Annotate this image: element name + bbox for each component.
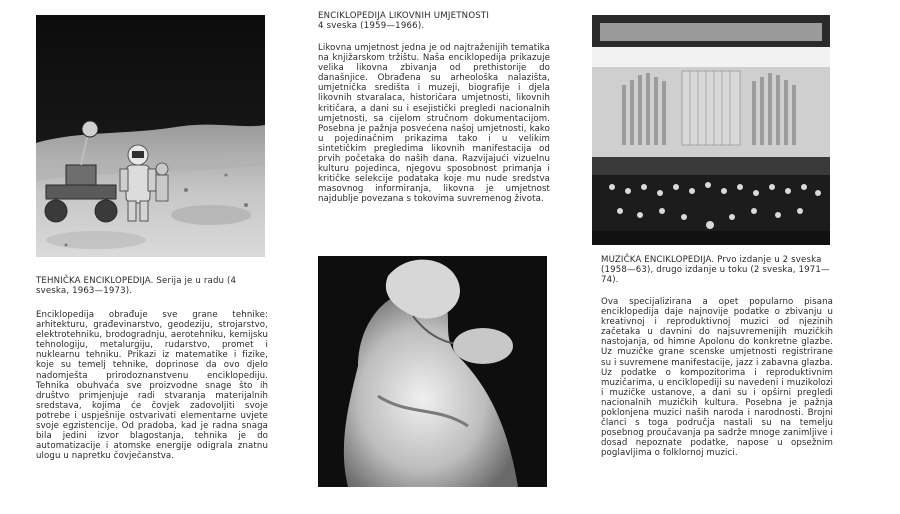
left-body-text: Enciklopedija obrađuje sve grane tehnike: arhitekturu, građevinarstvo, geodeziju, strojarstvo, elektrotehniku, brodogradnju, aerotehniku, kemijsku tehnologiju, metalurgiju, rudarstvo, promet i nuklearnu tehniku. Prikazi iz matematike i fizike, koje su temelj tehnike, doprinose da ovo djelo nadomješta prirodoznanstvenu enciklopediju. Tehnika obuhvaća sve proizvodne snage što ih društvo primjenjuje radi stvaranja materijalnih sredstava, kojima će čovjek zadovoljiti svoje potrebe i uspješnije ostvarivati elementarne uvjete svoje egzistencije. Od pradoba, kad je radna snaga bila jedini izvor blagostanja, tehnika je do automatizacije i atomske energije odigrala znatnu ulogu u napretku čovječanstva. — [36, 310, 268, 462]
right-body-text: Ova specijalizirana a opet popularno pisana enciklopedija daje najnovije podatke o zbivanju u kreativnoj i reproduktivnoj muzici od njezinih začetaka u davnini do najsuvremenijih muzičkih nastojanja, od himne Apolonu do konkretne glazbe. Uz muzičke grane scenske umjetnosti registrirane su i suvremene manifestacije, jazz i zabavna glazba. Uz podatke o kompozitorima i reproduktivnim muzičarima, u enciklopediji su navedeni i muzikolozi i muzičke ustanove, a dani su i opširni pregledi nacionalnih muzičkih kultura. Posebna je pažnja poklonjena muzici naših naroda i narodnosti. Brojni članci s toga područja nastali su na temelju posebnog proučavanja pa sadrže mnoge zanimljive i dosad nepoznate podatke, napose u opsežnim poglavljima o folklornoj muzici. — [601, 297, 833, 459]
middle-body-text: Likovna umjetnost jedna je od najtraženijih tematika na knjižarskom tržištu. Naša enciklopedija prikazuje velika likovna zbivanja od prethistorije do današnjice. Obrađena su arheološka nalazišta, umjetnička središta i muzeji, biografije i djela likovnih stvaralaca, historičara umjetnosti, likovnih kritičara, a dani su i esejistički pregledi nacionalnih umjetnosti, sa cijelom stručnom dokumentacijom. Posebna je pažnja posvećena našoj umjetnosti, kako u pojedinačnim prikazima tako i u velikim sintetičkim pregledima likovnih manifestacija od prvih početaka do naših dana. Razvijajući vizuelnu kulturu pojedinca, njegovu sposobnost primanja i kritičke selekcije podataka koje mu nude sredstva masovnog informiranja, likovna je umjetnost najdublje povezana s tokovima suvremenog života. — [318, 43, 550, 205]
left-caption: TEHNIČKA ENCIKLOPEDIJA. Serija je u radu (4 sveska, 1963—1973). — [36, 276, 237, 297]
moon-landing-photo — [36, 15, 265, 257]
concert-hall-illustration — [592, 15, 830, 245]
right-caption: MUZIČKA ENCIKLOPEDIJA. Prvo izdanje u 2 sveska (1958—63), drugo izdanje u toku (2 sveska, 1971—74). — [601, 255, 830, 286]
middle-subtitle: 4 sveska (1959—1966). — [318, 21, 425, 31]
moon-landing-illustration — [36, 15, 265, 257]
sculpture-photo — [318, 256, 547, 487]
concert-hall-photo — [592, 15, 830, 245]
sculpture-illustration — [318, 256, 547, 487]
middle-title: ENCIKLOPEDIJA LIKOVNIH UMJETNOSTI — [318, 11, 490, 21]
